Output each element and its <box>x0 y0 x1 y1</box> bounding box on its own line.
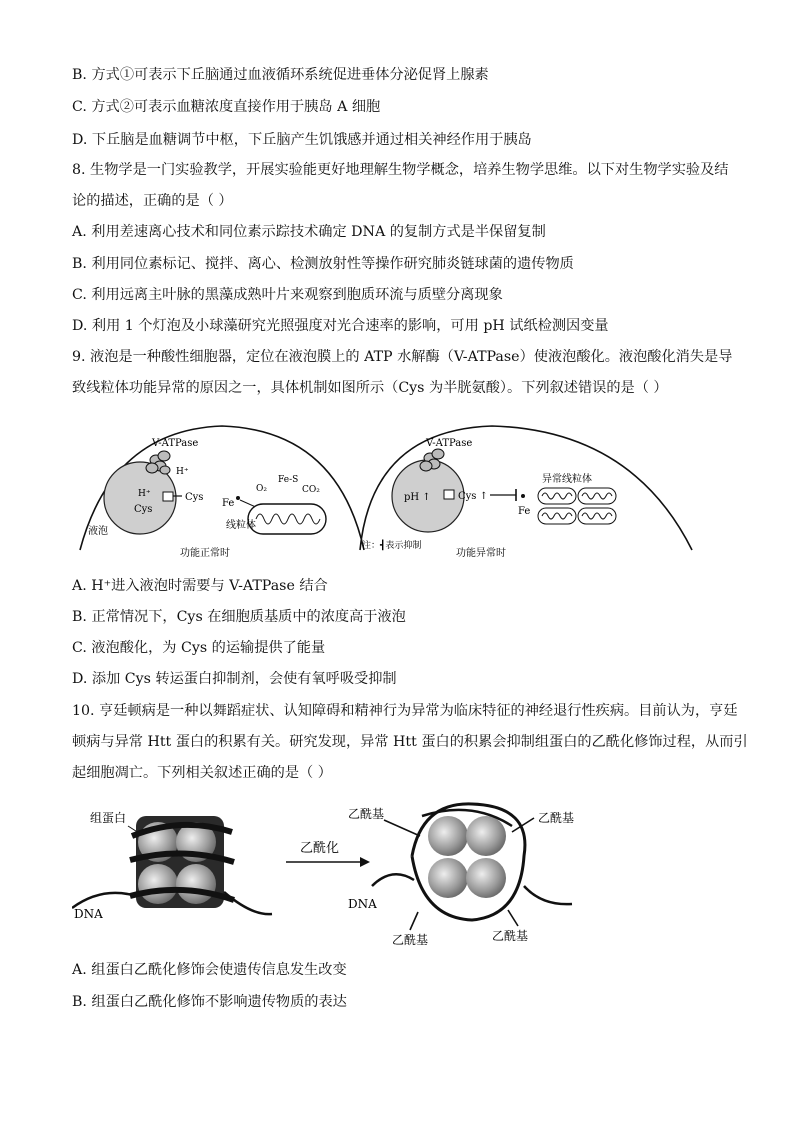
acetyl-tr-label: 乙酰基 <box>538 811 575 825</box>
q8-stem-line2: 论的描述，正确的是（ ） <box>72 193 233 209</box>
acetyl-bl-label: 乙酰基 <box>392 933 429 947</box>
left-o2: O₂ <box>256 484 267 494</box>
left-hplus-out: H⁺ <box>176 467 189 477</box>
right-nucleosome-icon <box>412 804 525 920</box>
left-fes: Fe-S <box>278 475 299 485</box>
right-abnormal-mitochondria-icon <box>538 488 616 524</box>
right-cys-transporter <box>444 490 454 499</box>
right-note: 注：┫表示抑制 <box>362 541 422 551</box>
q8-option-c: C. 利用远离主叶脉的黑藻成熟叶片来观察到胞质环流与质壁分离现象 <box>72 287 503 303</box>
left-mito-label: 线粒体 <box>226 520 256 531</box>
q7-option-b: B. 方式①可表示下丘脑通过血液循环系统促进垂体分泌促肾上腺素 <box>72 67 489 83</box>
right-cys: Cys ↑ <box>458 491 488 502</box>
q9-option-d: D. 添加 Cys 转运蛋白抑制剂，会使有氧呼吸受抑制 <box>72 671 397 687</box>
left-vatpase-label: V-ATPase <box>152 438 199 449</box>
q7-option-c: C. 方式②可表示血糖浓度直接作用于胰岛 A 细胞 <box>72 99 381 115</box>
left-cys-in: Cys <box>134 504 153 515</box>
q9-figure <box>72 420 722 562</box>
left-nucleosome-icon <box>130 816 234 908</box>
left-cys-transporter <box>163 492 173 501</box>
left-caption: 功能正常时 <box>180 548 230 559</box>
q8-option-b: B. 利用同位素标记、搅拌、离心、检测放射性等操作研究肺炎链球菌的遗传物质 <box>72 256 574 272</box>
acetyl-tl-label: 乙酰基 <box>348 807 385 821</box>
left-vatpase-icon <box>146 451 170 474</box>
left-fe: Fe <box>222 498 235 509</box>
right-mito-label: 异常线粒体 <box>542 474 592 485</box>
q8-option-d: D. 利用 1 个灯泡及小球藻研究光照强度对光合速率的影响，可用 pH 试纸检测因变量 <box>72 318 609 334</box>
dna-right-label: DNA <box>348 897 377 911</box>
q8-stem-line1: 8. 生物学是一门实验教学，开展实验能更好地理解生物学概念，培养生物学思维。以下对生物学实验及结 <box>72 162 729 178</box>
q10-stem-line3: 起细胞凋亡。下列相关叙述正确的是（ ） <box>72 765 332 781</box>
right-ph: pH ↑ <box>404 492 431 503</box>
q9-stem-line2: 致线粒体功能异常的原因之一，具体机制如图所示（Cys 为半胱氨酸）。下列叙述错误的是（ ） <box>72 380 668 396</box>
q10-stem-line2: 顿病与异常 Htt 蛋白的积累有关。研究发现，异常 Htt 蛋白的积累会抑制组蛋白的乙酰化修饰过程，从而引 <box>72 734 748 750</box>
left-hplus-in: H⁺ <box>138 489 151 499</box>
q10-figure <box>72 796 592 951</box>
dna-left-label: DNA <box>74 907 103 921</box>
q10-stem-line1: 10. 亨廷顿病是一种以舞蹈症状、认知障碍和精神行为异常为临床特征的神经退行性疾病。目前认为，亨廷 <box>72 703 738 719</box>
q10-option-b: B. 组蛋白乙酰化修饰不影响遗传物质的表达 <box>72 994 347 1010</box>
q10-option-a: A. 组蛋白乙酰化修饰会使遗传信息发生改变 <box>72 962 347 978</box>
left-co2: CO₂ <box>302 485 320 495</box>
left-mitochondrion-icon <box>248 504 326 534</box>
q8-option-a: A. 利用差速离心技术和同位素示踪技术确定 DNA 的复制方式是半保留复制 <box>72 224 546 240</box>
right-caption: 功能异常时 <box>456 548 506 559</box>
q9-option-c: C. 液泡酸化，为 Cys 的运输提供了能量 <box>72 640 326 656</box>
left-cys-out: Cys <box>185 492 204 503</box>
q9-option-b: B. 正常情况下，Cys 在细胞质基质中的浓度高于液泡 <box>72 609 406 625</box>
right-fe: Fe <box>518 506 531 517</box>
acetyl-br-label: 乙酰基 <box>492 929 529 943</box>
q9-stem-line1: 9. 液泡是一种酸性细胞器，定位在液泡膜上的 ATP 水解酶（V-ATPase）使液泡酸化。液泡酸化消失是导 <box>72 349 733 365</box>
acetylation-arrow-label: 乙酰化 <box>300 841 340 856</box>
histone-label: 组蛋白 <box>90 811 127 825</box>
q7-option-d: D. 下丘脑是血糖调节中枢，下丘脑产生饥饿感并通过相关神经作用于胰岛 <box>72 132 532 148</box>
left-vacuole-label: 液泡 <box>88 526 108 537</box>
right-vatpase-label: V-ATPase <box>426 438 473 449</box>
q9-option-a: A. H⁺进入液泡时需要与 V-ATPase 结合 <box>72 578 328 594</box>
